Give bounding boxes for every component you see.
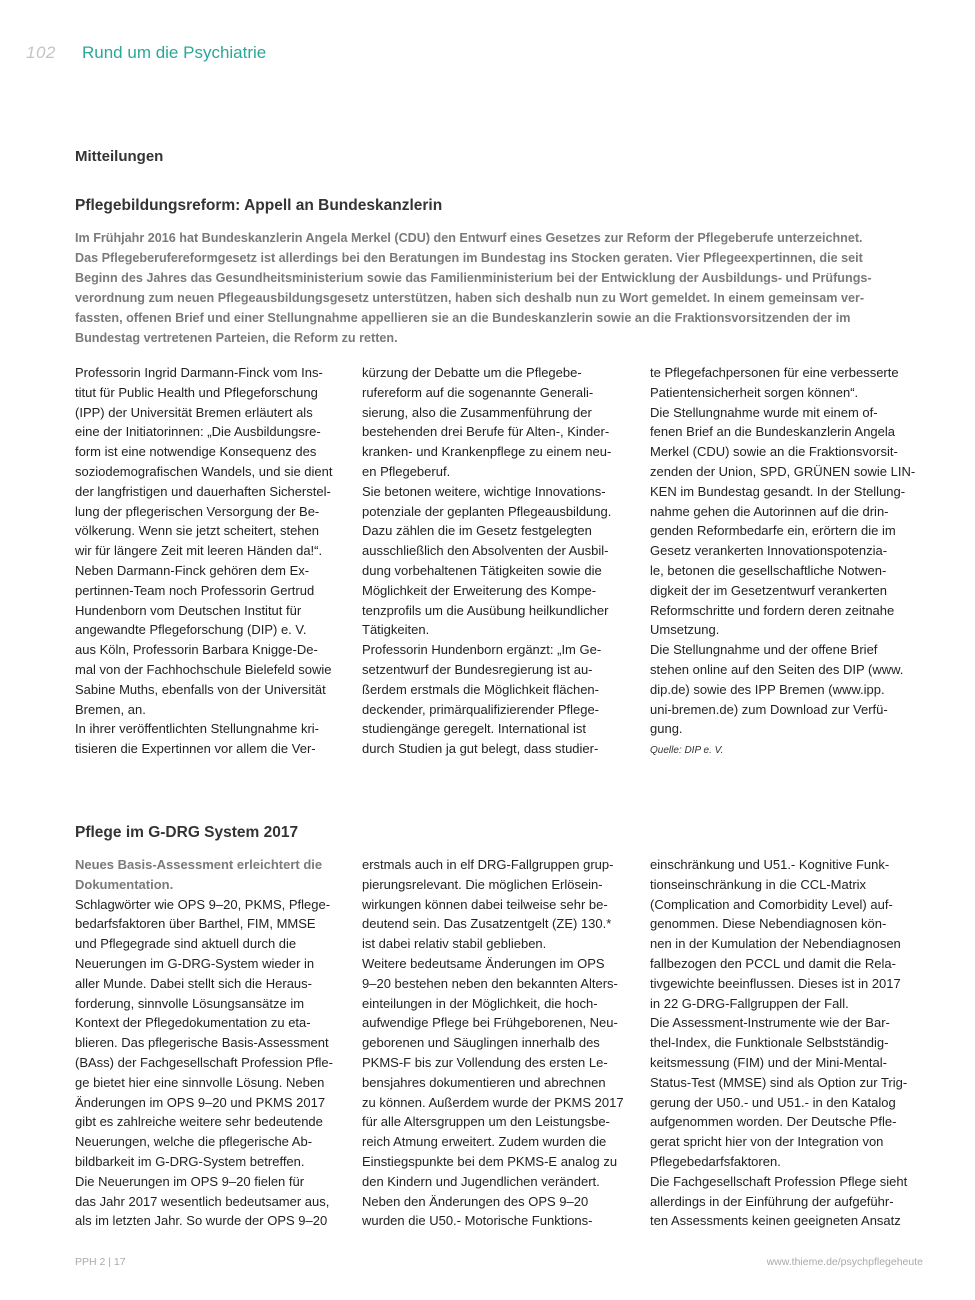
text-line: PKMS-F bis zur Vollendung des ersten Le- bbox=[362, 1054, 608, 1070]
text-line: fenen Brief an die Bundeskanzlerin Angela bbox=[650, 424, 896, 440]
article1-title: Pflegebildungsreform: Appell an Bundeskanzlerin bbox=[75, 197, 443, 214]
text-line: Möglichkeit der Erweiterung des Kompe- bbox=[362, 582, 597, 598]
lead-line: Das Pflegeberufereformgesetz ist allerdings bei den Beratungen im Bundestag ins Stocken geraten. Vier Pflegeexpertinnen, die seit bbox=[75, 251, 863, 265]
text-line: aller Munde. Dabei stellt sich die Heraus- bbox=[75, 975, 312, 991]
text-line: (IPP) der Universität Bremen erläutert als bbox=[75, 404, 313, 420]
text-line: pierungsrelevant. Die möglichen Erlösein- bbox=[362, 876, 603, 892]
text-line: das Jahr 2017 wesentlich bedeutsamer aus, bbox=[75, 1193, 330, 1209]
text-line: KEN im Bundestag gesandt. In der Stellung- bbox=[650, 483, 906, 499]
text-line: Neuerungen im G-DRG-System wieder in bbox=[75, 955, 315, 971]
text-line: ßerdem erstmals die Möglichkeit flächen- bbox=[362, 681, 599, 697]
text-line: tisieren die Expertinnen vor allem die Ver- bbox=[75, 741, 316, 757]
text-line: der langfristigen und dauerhaften Sicherstel- bbox=[75, 483, 331, 499]
article1-column-1 bbox=[75, 363, 341, 759]
text-line: Sie betonen weitere, wichtige Innovations- bbox=[362, 483, 606, 499]
text-line: (Complication and Comorbidity Level) auf- bbox=[650, 896, 893, 912]
text-line: wirkungen können dabei teilweise sehr be- bbox=[362, 896, 608, 912]
text-line: thel-Index, die Funktionale Selbstständig- bbox=[650, 1035, 889, 1051]
text-line: Die Assessment-Instrumente wie der Bar- bbox=[650, 1015, 890, 1031]
text-line: Neben den Änderungen des OPS 9–20 bbox=[362, 1193, 589, 1209]
text-line: Änderungen im OPS 9–20 und PKMS 2017 bbox=[75, 1094, 326, 1110]
text-line: Sabine Muths, ebenfalls von der Universität bbox=[75, 681, 326, 697]
lead-line: Beginn des Jahres das Gesundheitsministerium sowie das Familienministerium bei der Entwicklung der Ausbildungs- und Prüfungs- bbox=[75, 271, 872, 285]
text-line: eine der Initiatorinnen: „Die Ausbildungsre- bbox=[75, 424, 321, 440]
text-line: In ihrer veröffentlichten Stellungnahme kri- bbox=[75, 721, 319, 737]
text-line: Die Neuerungen im OPS 9–20 fielen für bbox=[75, 1173, 305, 1189]
text-line: Bremen, an. bbox=[75, 701, 146, 717]
text-line: bestehenden drei Berufe für Alten-, Kinder- bbox=[362, 424, 610, 440]
text-line: nahme gehen die Autorinnen auf die drin- bbox=[650, 503, 889, 519]
text-line: Hundenborn vom Deutschen Institut für bbox=[75, 602, 302, 618]
text-line: digkeit der im Gesetzentwurf verankerten bbox=[650, 582, 887, 598]
text-line: en Pflegeberuf. bbox=[362, 463, 451, 479]
text-line: studiengänge geregelt. International ist bbox=[362, 721, 587, 737]
text-line: kürzung der Debatte um die Pflegebe- bbox=[362, 365, 582, 380]
text-line: bensjahres dokumentieren und abrechnen bbox=[362, 1074, 606, 1090]
text-line: Dazu zählen die im Gesetz festgelegten bbox=[362, 523, 592, 539]
text-line: Umsetzung. bbox=[650, 622, 720, 638]
text-line: genommen. Diese Nebendiagnosen kön- bbox=[650, 916, 887, 932]
text-line: tivgewichte beeinflussen. Dieses ist in 2017 bbox=[650, 975, 901, 991]
text-line: sierung, also die Zusammenführung der bbox=[362, 404, 592, 420]
text-line: als im letzten Jahr. So wurde der OPS 9–20 bbox=[75, 1213, 328, 1229]
text-line: gibt es zahlreiche weitere sehr bedeutende bbox=[75, 1114, 323, 1130]
text-line: Schlagwörter wie OPS 9–20, PKMS, Pflege- bbox=[75, 896, 331, 912]
text-line: aufwendige Pflege bei Frühgeborenen, Neu- bbox=[362, 1015, 618, 1031]
lead-line: Im Frühjahr 2016 hat Bundeskanzlerin Angela Merkel (CDU) den Entwurf eines Gesetzes zur Reform der Pflegeberufe unterzeichnet. bbox=[75, 231, 863, 245]
text-line: ten Assessments keinen geeigneten Ansatz bbox=[650, 1213, 901, 1229]
text-line: in 22 G-DRG-Fallgruppen der Fall. bbox=[650, 995, 849, 1011]
text-line: gung. bbox=[650, 721, 683, 737]
article1-column-3 bbox=[650, 363, 916, 761]
text-line: Status-Test (MMSE) sind als Option zur Trig- bbox=[650, 1074, 908, 1090]
lead-line: fassten, offenen Brief und einer Stellungnahme appellieren sie an die Bundeskanzlerin sowie an die Fraktionsvorsitzenden der im bbox=[75, 311, 851, 325]
text-line: soziodemografischen Wandels, und sie dient bbox=[75, 463, 333, 479]
text-line: einschränkung und U51.- Kognitive Funk- bbox=[650, 857, 890, 872]
text-line: allerdings in der Einführung der aufgeführ- bbox=[650, 1193, 894, 1209]
text-line: Die Stellungnahme wurde mit einem of- bbox=[650, 404, 878, 420]
article2-subtitle bbox=[75, 855, 341, 895]
text-line: wurden die U50.- Motorische Funktions- bbox=[362, 1213, 593, 1229]
text-line: einteilungen in der Möglichkeit, die hoch- bbox=[362, 995, 598, 1011]
text-line: fallbezogen den PCCL und damit die Rela- bbox=[650, 955, 896, 971]
footer-issue: PPH 2 | 17 bbox=[75, 1256, 126, 1268]
text-line: tionseinschränkung in die CCL-Matrix bbox=[650, 876, 867, 892]
text-line: reich Atmung erweitert. Zudem wurden die bbox=[362, 1134, 607, 1150]
text-line: gerat spricht hier von der Integration von bbox=[650, 1134, 884, 1150]
text-line: stehen online auf den Seiten des DIP (www. bbox=[650, 661, 904, 677]
subtitle-line: Neues Basis-Assessment erleichtert die bbox=[75, 857, 323, 872]
text-line: te Pflegefachpersonen für eine verbesserte bbox=[650, 365, 899, 380]
text-line: setzentwurf der Bundesregierung ist au- bbox=[362, 661, 593, 677]
text-line: Die Stellungnahme und der offene Brief bbox=[650, 642, 878, 658]
text-line: Merkel (CDU) sowie an die Fraktionsvorsit- bbox=[650, 444, 898, 460]
text-line: Neuerungen, welche die pflegerische Ab- bbox=[75, 1134, 313, 1150]
text-line: le, betonen die gesellschaftliche Notwen- bbox=[650, 562, 887, 578]
text-line: Tätigkeiten. bbox=[362, 622, 430, 638]
text-line: Gesetz verankerten Innovationspotenzia- bbox=[650, 543, 888, 559]
text-line: deutend sein. Das Zusatzentgelt (ZE) 130.* bbox=[362, 916, 612, 932]
text-line: zenden der Union, SPD, GRÜNEN sowie LIN- bbox=[650, 463, 916, 479]
text-line: bildbarkeit im G-DRG-System betreffen. bbox=[75, 1153, 305, 1169]
lead-line: verordnung zum neuen Pflegeausbildungsgesetz unterstützen, haben sich deshalb nun zu Wort gemeldet. In einem gemeinsam ver- bbox=[75, 291, 865, 305]
section-heading: Rund um die Psychiatrie bbox=[82, 43, 267, 62]
article2-title: Pflege im G-DRG System 2017 bbox=[75, 824, 299, 841]
text-line: genden Reformbedarfe ein, erörtern die im bbox=[650, 523, 896, 539]
text-line: durch Studien ja gut belegt, dass studier- bbox=[362, 741, 599, 757]
text-line: erstmals auch in elf DRG-Fallgruppen grup- bbox=[362, 857, 614, 872]
text-line: rufereform auf die sogenannte Generali- bbox=[362, 384, 594, 400]
text-line: für alle Altersgruppen um den Leistungsbe- bbox=[362, 1114, 610, 1130]
lead-line: Bundestag vertretenen Parteien, die Reform zu retten. bbox=[75, 331, 398, 345]
text-line: potenziale der geplanten Pflegeausbildung. bbox=[362, 503, 612, 519]
text-line: lung der pflegerischen Versorgung der Be- bbox=[75, 503, 320, 519]
text-line: kranken- und Krankenpflege zu einem neu- bbox=[362, 444, 612, 460]
text-line: nen in der Kumulation der Nebendiagnosen bbox=[650, 936, 901, 952]
text-line: keitsmessung (FIM) und der Mini-Mental- bbox=[650, 1054, 887, 1070]
text-line: Einstiegspunkte bei dem PKMS-E analog zu bbox=[362, 1153, 618, 1169]
text-line: forderung, sinnvolle Lösungsansätze im bbox=[75, 995, 305, 1011]
text-line: Patientensicherheit sorgen können“. bbox=[650, 384, 859, 400]
text-line: Weitere bedeutsame Änderungen im OPS bbox=[362, 955, 605, 971]
text-line: uni-bremen.de) zum Download zur Verfü- bbox=[650, 701, 888, 717]
text-line: Kontext der Pflegedokumentation zu eta- bbox=[75, 1015, 311, 1031]
text-line: wir für längere Zeit mit leeren Händen da!“. bbox=[75, 543, 323, 559]
text-line: pertinnen-Team noch Professorin Gertrud bbox=[75, 582, 315, 598]
page-number: 102 bbox=[26, 43, 56, 62]
article2-column-3 bbox=[650, 855, 916, 1231]
text-line: Die Fachgesellschaft Profession Pflege sieht bbox=[650, 1173, 908, 1189]
footer-url: www.thieme.de/psychpflegeheute bbox=[766, 1256, 923, 1268]
subtitle-line: Dokumentation. bbox=[75, 876, 174, 892]
text-line: deckender, primärqualifizierender Pflege- bbox=[362, 701, 600, 717]
article1-lead bbox=[75, 228, 915, 348]
text-line: Professorin Hundenborn ergänzt: „Im Ge- bbox=[362, 642, 602, 658]
text-line: und Pflegegrade sind aktuell durch die bbox=[75, 936, 297, 952]
text-line: dung vorbehaltenen Tätigkeiten sowie die bbox=[362, 562, 602, 578]
text-line: geborenen und Säuglingen innerhalb des bbox=[362, 1035, 600, 1051]
mitteilungen-heading: Mitteilungen bbox=[75, 148, 164, 165]
text-line: blieren. Das pflegerische Basis-Assessment bbox=[75, 1035, 329, 1051]
text-line: 9–20 bestehen neben den bekannten Alters- bbox=[362, 975, 618, 991]
text-line: angewandte Pflegeforschung (DIP) e. V. bbox=[75, 622, 307, 638]
text-line: den Kindern und Jugendlichen verändert. bbox=[362, 1173, 600, 1189]
text-line: aus Köln, Professorin Barbara Knigge-De- bbox=[75, 642, 318, 658]
article2-column-2 bbox=[362, 855, 628, 1231]
text-line: Neben Darmann-Finck gehören dem Ex- bbox=[75, 562, 310, 578]
text-line: ge bietet hier eine sinnvolle Lösung. Neben bbox=[75, 1074, 325, 1090]
article1-column-2 bbox=[362, 363, 628, 759]
text-line: gerung der U50.- und U51.- in den Katalog bbox=[650, 1094, 896, 1110]
text-line: dip.de) sowie des IPP Bremen (www.ipp. bbox=[650, 681, 885, 697]
text-line: mal von der Fachhochschule Bielefeld sowie bbox=[75, 661, 332, 677]
text-line: aufgenommen worden. Der Deutsche Pfle- bbox=[650, 1114, 897, 1130]
text-line: ausschließlich den Absolventen der Ausbil- bbox=[362, 543, 609, 559]
text-line: ist dabei relativ stabil geblieben. bbox=[362, 936, 547, 952]
article2-column-1 bbox=[75, 855, 341, 1231]
text-line: zu können. Außerdem wurde der PKMS 2017 bbox=[362, 1094, 624, 1110]
text-line: titut für Public Health und Pflegeforschung bbox=[75, 384, 318, 400]
text-line: bedarfsfaktoren über Barthel, FIM, MMSE bbox=[75, 916, 316, 932]
text-line: Reformschritte und fordern deren zeitnahe bbox=[650, 602, 895, 618]
text-line: tenzprofils um die Ausübung heilkundlicher bbox=[362, 602, 609, 618]
text-line: (BAss) der Fachgesellschaft Profession Pfle- bbox=[75, 1054, 333, 1070]
article1-source: Quelle: DIP e. V. bbox=[650, 745, 724, 757]
text-line: Pflegebedarfsfaktoren. bbox=[650, 1153, 781, 1169]
text-line: völkerung. Wenn sie jetzt scheitert, stehen bbox=[75, 523, 319, 539]
text-line: form ist eine notwendige Konsequenz des bbox=[75, 444, 317, 460]
text-line: Professorin Ingrid Darmann-Finck vom Ins- bbox=[75, 365, 323, 380]
